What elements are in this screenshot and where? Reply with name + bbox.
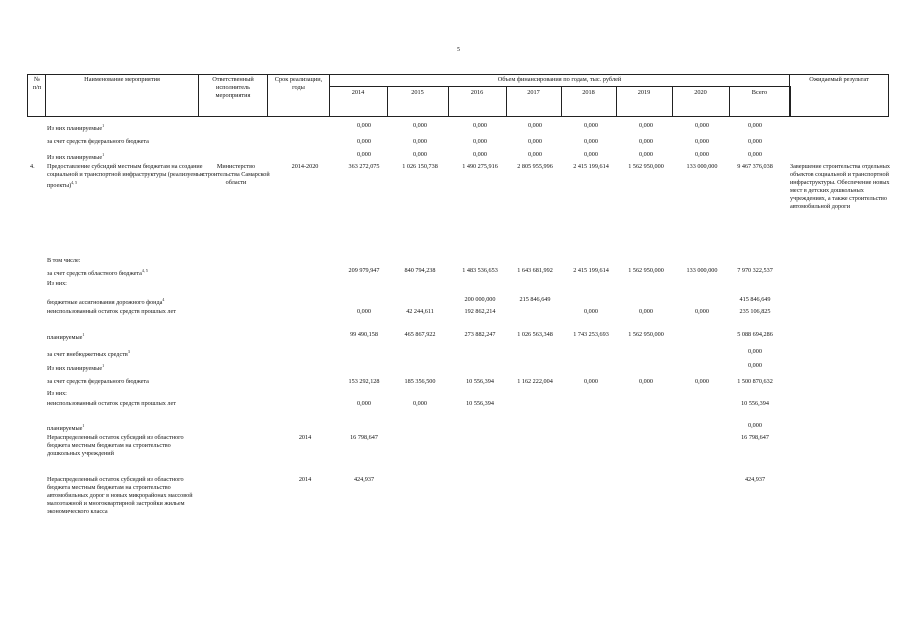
row-value: 0,000 (748, 362, 762, 369)
footnote-mark: 1 (102, 152, 105, 157)
row-value: 0,000 (528, 151, 542, 158)
row-name-text: неиспользованный остаток средств прошлых лет (47, 308, 176, 315)
row-term: 2014 (298, 476, 312, 483)
footnote-mark: 4 (162, 297, 165, 302)
row-name-text: планируемые (47, 334, 83, 342)
row-value: 0,000 (639, 122, 653, 129)
year-label: 2017 (527, 89, 540, 96)
row-name-text: за счет средств областного бюджета (47, 270, 142, 278)
year-label: 2018 (582, 89, 595, 96)
row-name (47, 390, 205, 398)
row-value: 9 467 376,038 (737, 163, 773, 170)
row-value: 215 846,649 (519, 296, 551, 303)
row-value: 2 415 199,614 (573, 267, 609, 274)
row-name (47, 308, 205, 316)
row-value: 0,000 (357, 308, 371, 315)
row-value: 209 979,947 (348, 267, 380, 274)
row-value: 5 088 694,286 (737, 331, 773, 338)
row-name (47, 257, 205, 265)
row-responsible: Министерство строительства Самарской области (202, 163, 270, 186)
footnote-mark: 1 (102, 123, 105, 128)
row-name-text: В том числе: (47, 257, 81, 264)
row-name-text: Нераспределенный остаток субсидий из областного бюджета местным бюджетам на строительство автомобильных дорог в новых микрорайонах массовой малоэтажной и многоквартирной застройки жильем экономического класса (47, 476, 193, 515)
row-value: 185 356,500 (404, 378, 436, 385)
row-name (47, 348, 205, 359)
footnote-mark: 4, 5 (141, 268, 148, 273)
row-value: 465 867,922 (404, 331, 436, 338)
row-value: 2 805 955,996 (517, 163, 553, 170)
row-value: 2 415 199,614 (573, 163, 609, 170)
year-label: 2015 (411, 89, 424, 96)
year-label: 2020 (694, 89, 707, 96)
row-value: 0,000 (413, 151, 427, 158)
row-value: 192 862,214 (464, 308, 496, 315)
col-term-label: Срок реализации, годы (274, 76, 323, 91)
row-value: 1 026 563,348 (517, 331, 553, 338)
row-term: 2014-2020 (291, 163, 319, 170)
year-label: 2019 (637, 89, 651, 96)
row-name-text: за счет средств федерального бюджета (47, 138, 149, 145)
row-name-text: Из них: (47, 390, 67, 397)
row-value: 1 490 275,916 (462, 163, 498, 170)
row-name-text: планируемые (47, 425, 83, 433)
row-value: 0,000 (639, 138, 653, 145)
footnote-mark: 4, 5 (71, 180, 78, 185)
row-value: 0,000 (413, 138, 427, 145)
row-value: 133 000,000 (686, 163, 718, 170)
table-header (27, 74, 889, 117)
col-name-label: Наименование мероприятия (84, 76, 160, 83)
row-name-text: Из них планируемые (47, 365, 103, 373)
row-value: 10 556,394 (466, 400, 494, 407)
row-value: 0,000 (639, 378, 653, 385)
row-value: 415 846,649 (739, 296, 771, 303)
row-value: 0,000 (528, 122, 542, 129)
footnote-mark: 1 (102, 363, 105, 368)
row-value: 0,000 (584, 138, 598, 145)
row-name (47, 476, 205, 516)
row-value: 363 272,075 (348, 163, 380, 170)
row-value: 0,000 (584, 151, 598, 158)
row-value: 0,000 (413, 400, 427, 407)
row-value: 0,000 (357, 138, 371, 145)
row-value: 0,000 (748, 122, 762, 129)
row-value: 153 292,128 (348, 378, 380, 385)
row-value: 0,000 (473, 122, 487, 129)
row-value: 1 562 950,000 (628, 331, 664, 338)
row-value: 1 483 536,653 (462, 267, 498, 274)
row-name (47, 362, 205, 373)
row-name (47, 378, 205, 386)
row-name-text: Из них: (47, 280, 67, 287)
footnote-mark: 3 (127, 349, 130, 354)
row-name-text: Предоставление субсидий местным бюджетам на создание социальной и транспортной инфраструктуры (реализуемые проекты) (47, 163, 204, 190)
row-value: 0,000 (528, 138, 542, 145)
row-value: 16 798,647 (350, 434, 378, 441)
row-value: 1 162 222,004 (517, 378, 553, 385)
row-value: 0,000 (584, 378, 598, 385)
row-value: 0,000 (695, 138, 709, 145)
row-value: 0,000 (473, 151, 487, 158)
col-no-label: № п/п (32, 76, 42, 91)
row-value: 10 556,394 (466, 378, 494, 385)
row-value: 1 643 681,992 (517, 267, 553, 274)
row-value: 424,937 (744, 476, 766, 483)
row-value: 200 000,000 (464, 296, 496, 303)
row-name-text: бюджетные ассигнования дорожного фонда (47, 299, 163, 307)
row-value: 0,000 (357, 151, 371, 158)
row-name (47, 434, 205, 458)
row-value: 0,000 (413, 122, 427, 129)
row-value: 1 562 950,000 (628, 163, 664, 170)
year-label: Всего (751, 89, 768, 96)
year-label: 2016 (470, 89, 484, 96)
row-value: 42 244,611 (406, 308, 434, 315)
footnote-mark: 1 (82, 423, 85, 428)
col-volume-label: Объем финансирования по годам, тыс. рублей (497, 76, 622, 83)
row-value: 16 798,647 (741, 434, 769, 441)
row-value: 273 882,247 (464, 331, 496, 338)
row-value: 1 026 150,738 (402, 163, 438, 170)
row-name (47, 280, 205, 288)
row-value: 0,000 (473, 138, 487, 145)
row-value: 0,000 (748, 138, 762, 145)
row-value: 0,000 (639, 151, 653, 158)
row-value: 10 556,394 (741, 400, 769, 407)
row-name-text: Нераспределенный остаток субсидий из областного бюджета местным бюджетам на строительство дошкольных учреждений (47, 434, 184, 457)
row-name-text: за счет внебюджетных средств (47, 351, 128, 359)
row-name (47, 163, 205, 190)
row-value: 0,000 (357, 400, 371, 407)
row-value: 1 500 870,632 (737, 378, 773, 385)
row-name-text: неиспользованный остаток средств прошлых лет (47, 400, 176, 407)
row-value: 7 970 322,537 (737, 267, 773, 274)
row-value: 99 490,158 (350, 331, 378, 338)
row-name (47, 296, 205, 307)
row-value: 0,000 (695, 308, 709, 315)
row-name (47, 138, 205, 146)
row-value: 1 743 253,693 (573, 331, 609, 338)
row-name (47, 267, 205, 278)
page-number: 5 (457, 47, 460, 53)
row-term: 2014 (298, 434, 312, 441)
year-label: 2014 (351, 89, 365, 96)
row-name (47, 122, 205, 133)
row-value: 0,000 (639, 308, 653, 315)
row-name (47, 331, 205, 342)
row-value: 0,000 (748, 348, 762, 355)
col-resp-label: Ответственный исполнитель мероприятия (212, 76, 254, 99)
row-name (47, 151, 205, 162)
row-number: 4. (30, 163, 35, 170)
row-value: 0,000 (695, 378, 709, 385)
footnote-mark: 1 (82, 332, 85, 337)
row-value: 840 794,238 (404, 267, 436, 274)
row-value: 0,000 (357, 122, 371, 129)
row-value: 0,000 (584, 308, 598, 315)
row-value: 0,000 (748, 422, 762, 429)
row-name (47, 400, 205, 408)
row-value: 0,000 (695, 151, 709, 158)
col-result-label: Ожидаемый результат (809, 76, 869, 83)
row-value: 0,000 (695, 122, 709, 129)
row-value: 1 562 950,000 (628, 267, 664, 274)
row-value: 133 000,000 (686, 267, 718, 274)
row-result: Завершение строительства отдельных объектов социальной и транспортной инфраструктуры. Обеспечение новых мест в детских дошкольных учреждениях, а также строительство автомобильной дороги (790, 163, 890, 210)
row-name (47, 422, 205, 433)
row-value: 235 106,825 (739, 308, 771, 315)
row-name-text: Из них планируемые (47, 125, 103, 133)
row-name-text: Из них планируемые (47, 154, 103, 162)
row-value: 424,937 (353, 476, 375, 483)
row-name-text: за счет средств федерального бюджета (47, 378, 149, 385)
row-value: 0,000 (748, 151, 762, 158)
row-value: 0,000 (584, 122, 598, 129)
